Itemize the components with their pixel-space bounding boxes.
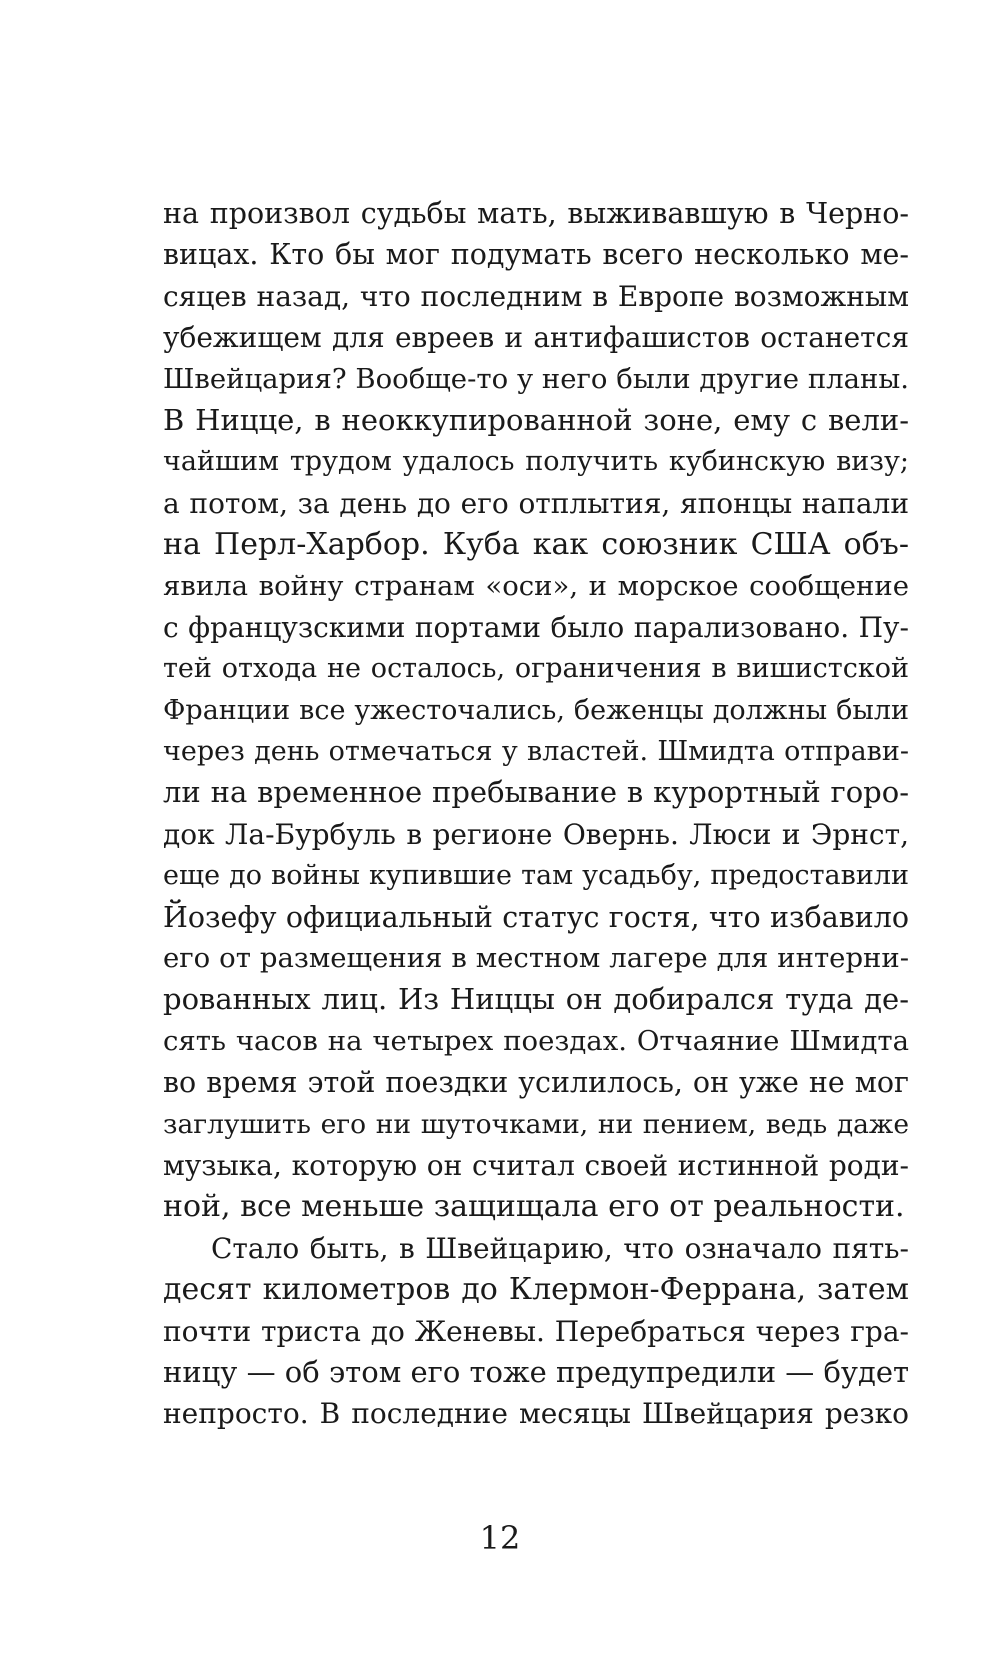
text-line: через день отмечаться у властей. Шмидта отправи- (163, 736, 909, 768)
text-line: почти триста до Женевы. Перебраться через гра- (163, 1314, 909, 1348)
text-line: док Ла-Бурбуль в регионе Овернь. Люси и Эрнст, (163, 817, 909, 851)
text-line: на произвол судьбы мать, выживавшую в Черно- (163, 197, 909, 230)
text-line: ной, все меньше защищала его от реальности. (163, 1189, 905, 1225)
text-line: сять часов на четырех поездах. Отчаяние Шмидта (163, 1024, 909, 1057)
text-line: убежищем для евреев и антифашистов останется (163, 321, 909, 355)
page-number: 12 (479, 1519, 521, 1557)
text-line: тей отхода не осталось, ограничения в вишистской (163, 653, 909, 685)
text-line: явила войну странам «оси», и морское сообщение (163, 569, 909, 602)
text-line: Стало быть, в Швейцарию, что означало пять- (211, 1231, 909, 1265)
text-line: чайшим трудом удалось получить кубинскую визу; (163, 446, 909, 478)
text-line: непросто. В последние месяцы Швейцария резко (163, 1397, 909, 1431)
text-line: рованных лиц. Из Ниццы он добирался туда де- (163, 982, 909, 1017)
text-line: Франции все ужесточались, беженцы должны были (163, 694, 909, 726)
text-line: ли на временное пребывание в курортный горо- (163, 775, 909, 810)
text-line: на Перл-Харбор. Куба как союзник США объ- (163, 527, 909, 563)
text-line: ницу — об этом его тоже предупредили — будет (163, 1354, 910, 1389)
text-line: Швейцария? Вообще-то у него были другие планы. (163, 362, 909, 395)
text-line: а потом, за день до его отплытия, японцы напали (163, 486, 909, 520)
text-line: заглушить его ни шуточками, ни пением, ведь даже (163, 1108, 909, 1140)
text-line: сяцев назад, что последним в Европе возможным (163, 279, 909, 313)
text-line: его от размещения в местном лагере для интерни- (163, 942, 909, 975)
text-line: В Ницце, в неоккупированной зоне, ему с вели- (163, 402, 909, 437)
body-text (163, 193, 909, 1435)
text-line: еще до войны купившие там усадьбу, предоставили (163, 860, 909, 892)
text-line: десят километров до Клермон-Феррана, затем (163, 1272, 909, 1308)
text-line: во время этой поездки усилилось, он уже не мог (163, 1066, 909, 1100)
text-line: музыка, которую он считал своей истинной роди- (163, 1148, 909, 1182)
text-line: Йозефу официальный статус гостя, что избавило (163, 900, 909, 934)
text-line: с французскими портами было парализовано. Пу- (163, 610, 909, 644)
text-line: вицах. Кто бы мог подумать всего несколько ме- (163, 238, 909, 272)
